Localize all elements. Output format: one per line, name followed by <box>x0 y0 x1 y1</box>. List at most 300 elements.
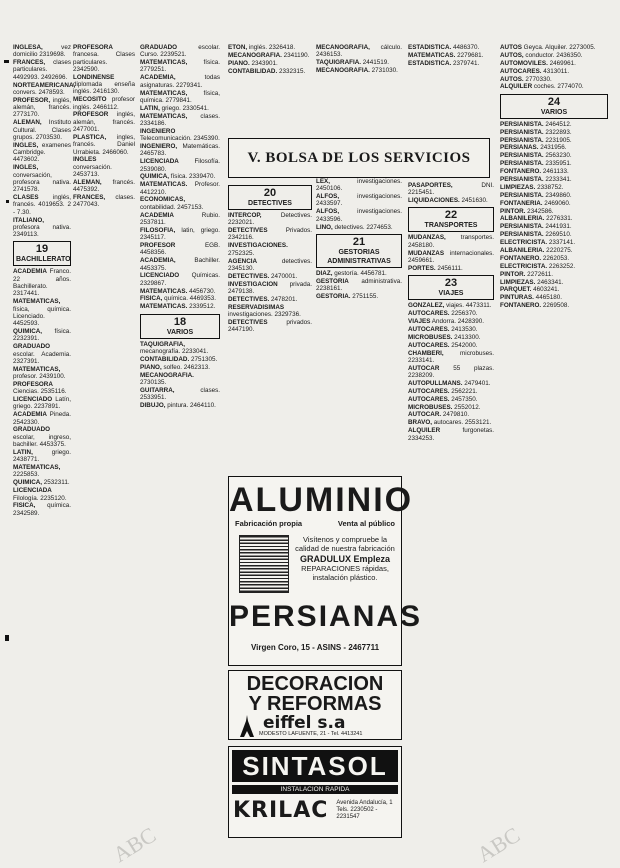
classified-entry: PERSIANISTA. 2335951. <box>500 160 572 168</box>
classified-entry: AUTOS, conductor. 2436350. <box>500 51 583 59</box>
entry-keyword: ECONOMICAS, <box>140 196 186 204</box>
classified-list <box>140 44 220 311</box>
classified-entry: LINO, detectives. 2274653. <box>316 223 393 231</box>
classified-entry: MATEMATICAS. 2339512. <box>140 303 216 311</box>
banner-title: V. BOLSA DE LOS SERVICIOS <box>247 149 471 166</box>
classified-list <box>228 212 312 334</box>
classified-entry: ITALIANO, profesora nativa. 2349113. <box>13 216 71 239</box>
classified-entry: FISICA, química. 4469353. <box>140 295 216 303</box>
entry-keyword: AUTOPULLMANS. <box>408 379 463 387</box>
classified-entry: AUTOCARES. 2413530. <box>408 325 478 333</box>
ad-address: Virgen Coro, 15 - ASINS - 2467711 <box>250 643 380 652</box>
section-header-varios-24 <box>500 94 608 119</box>
entry-keyword: FISICA, <box>140 295 163 303</box>
classified-entry: MATEMATICAS. 2279681. <box>408 51 484 59</box>
classified-entry: DIAZ, gestoría. 4456781. <box>316 269 387 277</box>
classified-list <box>73 44 135 209</box>
classified-entry: PIANO, solfeo. 2462313. <box>140 363 211 371</box>
entry-keyword: INVESTIGACIONES. <box>228 242 288 250</box>
entry-keyword: ITALIANO, <box>13 216 45 224</box>
classified-entry: PERSIANISTA. 2233341. <box>500 175 572 183</box>
classified-entry: LICENCIADO Latín, griego. 2237891. <box>13 396 71 411</box>
entry-keyword: DETECTIVES <box>228 227 268 235</box>
ad-brand: GRADULUX Empleza <box>299 554 390 564</box>
entry-keyword: BRAVO, <box>408 419 433 427</box>
classified-entry: FONTANERO. 2262053. <box>500 254 570 262</box>
classified-entry: ALQUILER furgonetas. 2334253. <box>408 427 494 442</box>
entry-keyword: MECANOGRAFIA. <box>228 51 282 59</box>
entry-keyword: ALFOS, <box>316 208 340 216</box>
entry-keyword: LEX, <box>316 178 330 185</box>
entry-keyword: PLASTICA, <box>73 133 107 141</box>
entry-keyword: MUDANZAS <box>408 249 445 257</box>
entry-keyword: MATEMATICAS, <box>13 365 61 373</box>
classified-entry: AUTOS Geyca. Alquiler. 2273005. <box>500 44 596 51</box>
classified-entry: AUTOMOVILES. 2469961. <box>500 59 576 67</box>
aluminio-persianas-ad <box>228 476 423 666</box>
section-number: 20 <box>263 187 277 199</box>
classified-entry: LATIN, griego. 2330541. <box>140 104 209 112</box>
classified-entry: LATIN, griego. 2438771. <box>13 448 71 464</box>
entry-keyword: ALFOS, <box>316 193 340 201</box>
entry-keyword: LICENCIADO <box>13 396 53 404</box>
abc-watermark: ABC <box>472 821 525 868</box>
entry-keyword: DETECTIVES <box>228 318 268 326</box>
classified-list <box>316 178 402 231</box>
classified-entry: DETECTIVES privados. 2447190. <box>228 318 312 334</box>
entry-keyword: ACADEMIA, <box>140 257 176 265</box>
classified-list <box>140 341 220 410</box>
entry-keyword: LINO, <box>316 223 333 231</box>
krilac-logo: KRILAC <box>233 798 329 823</box>
entry-keyword: MATEMATICAS, <box>140 59 188 67</box>
classified-entry: LEX, investigaciones. 2450106. <box>316 178 402 193</box>
classified-entry: MECANOGRAFIA, cálculo. 2436153. <box>316 44 402 59</box>
classified-entry: MECANOGRAFIA. 2731030. <box>316 67 398 75</box>
ad-fabricacion: Fabricación propia <box>235 519 303 528</box>
entry-keyword: PERSIANISTA. <box>500 175 544 183</box>
entry-keyword: PROFESORA <box>73 44 113 51</box>
classified-entry: INGLES conversación. 2453713. <box>73 156 112 179</box>
entry-keyword: PERSIANISTA. <box>500 223 544 231</box>
classified-entry: PERSIANISTA. 2563230. <box>500 152 572 160</box>
classified-entry: PERSIANISTA. 2349860. <box>500 191 572 199</box>
entry-keyword: ELECTRICISTA. <box>500 239 548 247</box>
entry-keyword: AUTOCAR <box>408 364 440 372</box>
entry-keyword: PERSIANISTA. <box>500 231 544 239</box>
entry-keyword: LICENCIADA <box>13 487 52 495</box>
entry-keyword: MECOSITO <box>73 96 107 104</box>
entry-keyword: LONDINENSE <box>73 73 115 81</box>
entry-keyword: MATEMATICAS, <box>13 298 61 306</box>
classified-entry: AUTOCARES. 4313011. <box>500 67 570 75</box>
entry-keyword: PASAPORTES, <box>408 182 453 189</box>
entry-keyword: FONTANERO. <box>500 302 542 310</box>
classified-entry: AUTOCARES. 2542000. <box>408 341 478 349</box>
ad-subline <box>229 519 401 528</box>
entry-keyword: INGLESA, <box>13 44 43 51</box>
classified-entry: ACADEMIA Pineda. 2542330. <box>13 411 71 426</box>
classified-entry: ALQUILER coches. 2774070. <box>500 83 584 91</box>
entry-keyword: PROFESOR <box>140 242 176 250</box>
classified-entry: ETON, inglés. 2326418. <box>228 44 296 51</box>
entry-keyword: INGLES, <box>13 141 39 149</box>
entry-keyword: GRADUADO <box>13 343 51 351</box>
classified-entry: PROFESOR, inglés, alemán, francés. 2773170. <box>13 96 71 119</box>
entry-keyword: GRADUADO <box>140 44 178 51</box>
classified-entry: QUIMICA, 2532311. <box>13 479 70 487</box>
classified-entry: FONTANERIA. 2469060. <box>500 199 571 207</box>
section-header-varios <box>140 314 220 339</box>
classified-entry: ACADEMIA Franco. 22 años. Bachillerato. 2317441. <box>13 268 71 298</box>
classified-list <box>316 44 402 74</box>
classified-entry: PIANO. 2343901. <box>228 59 278 67</box>
section-header-transportes <box>408 207 494 232</box>
entry-keyword: ALEMAN, <box>73 178 102 186</box>
classified-entry: INGLES, examenes Cambridge. 4473602. <box>13 141 71 164</box>
entry-keyword: PERSIANISTA. <box>500 128 544 136</box>
classified-entry: INGLES, conversación, profesora nativa. 2741578. <box>13 164 71 194</box>
entry-keyword: GONZALEZ, <box>408 302 445 310</box>
entry-keyword: LATIN, <box>13 448 33 456</box>
section-number: 24 <box>547 95 561 108</box>
classified-entry: FRANCES, clases. 2477043. <box>73 194 135 209</box>
entry-keyword: PARQUET. <box>500 286 532 294</box>
classified-entry: CONTABILIDAD. 2332315. <box>228 67 306 75</box>
classified-list <box>500 44 608 91</box>
entry-keyword: ALBANILERIA. <box>500 215 545 223</box>
classified-entry: MATEMATICAS, física. 2779251. <box>140 59 220 74</box>
classified-entry: MUDANZAS, transportes. 2458180. <box>408 234 494 249</box>
entry-keyword: ACADEMIA <box>13 268 47 276</box>
entry-keyword: INTERCOP, <box>228 212 262 219</box>
section-header-viajes <box>408 275 494 300</box>
classified-entry: PROFESORA Ciencias. 2535116. <box>13 380 67 396</box>
entry-keyword: ALBANILERIA. <box>500 247 545 254</box>
classified-entry: INGLESA, vez domicilio 2319698. <box>13 44 71 59</box>
ad-venta: Venta al público <box>337 519 395 528</box>
classified-entry: ALFOS, investigaciones. 2433596. <box>316 208 402 223</box>
classified-entry: PLASTICA, ingles, francés. Daniel Urrabieta. 2466060. <box>73 133 135 156</box>
column-5-lower <box>408 182 494 862</box>
entry-keyword: ESTADISTICA. <box>408 44 452 51</box>
entry-keyword: TAQUIGRAFIA. <box>316 59 362 67</box>
classified-entry: VIAJES Andorra. 2428390. <box>408 317 484 325</box>
entry-keyword: CLASES <box>13 194 39 202</box>
section-header-detectives <box>228 185 312 210</box>
entry-keyword: TAQUIGRAFIA, <box>140 340 186 348</box>
entry-keyword: QUIMICA, <box>13 479 43 487</box>
section-number: 18 <box>173 315 187 328</box>
entry-keyword: AUTOCARES. <box>408 341 450 349</box>
column-3-mid <box>228 182 312 472</box>
entry-keyword: PORTES. <box>408 264 436 272</box>
classified-entry: ACADEMIA, todas asignaturas. 2279341. <box>140 74 220 89</box>
section-label: TRANSPORTES <box>424 222 478 230</box>
entry-keyword: INGLES <box>73 156 97 164</box>
entry-keyword: PROFESOR, <box>13 96 51 104</box>
entry-keyword: PERSIANISTA. <box>500 136 544 144</box>
classified-entry: QUIMICA, física. 2232391. <box>13 328 71 343</box>
classified-entry: PASAPORTES, DNI. 2215451. <box>408 182 494 197</box>
classified-entry: MATEMATICAS, física, química. 2779841. <box>140 89 220 104</box>
entry-keyword: LIMPIEZAS. <box>500 183 536 191</box>
classified-entry: PINTOR. 2342586. <box>500 207 554 215</box>
classified-entry: DETECTIVES. 2470001. <box>228 272 298 280</box>
entry-keyword: VIAJES <box>408 317 431 325</box>
classified-entry: MATEMATICAS, física, química. Licenciado. 4452593. <box>13 298 71 328</box>
classified-entry: FONTANERO. 2269508. <box>500 302 570 310</box>
classified-entry: QUIMICA, física. 2339470. <box>140 173 216 181</box>
classified-entry: AUTOCARES. 2457350. <box>408 395 478 403</box>
entry-keyword: PINTOR. <box>500 207 526 215</box>
entry-keyword: LICENCIADO <box>140 272 180 280</box>
entry-keyword: LICENCIADA <box>140 158 179 166</box>
classified-list <box>408 302 494 442</box>
entry-keyword: MICROBUSES. <box>408 403 453 411</box>
entry-keyword: DIAZ, <box>316 269 333 277</box>
classified-entry: GESTORIA. 2751155. <box>316 292 379 300</box>
sintasol-ad <box>228 746 402 838</box>
classified-entry: DETECTIVES. 2478201. <box>228 295 298 303</box>
entry-keyword: AUTOCARES. <box>500 67 542 75</box>
classified-entry: DETECTIVES Privados. 2342116. <box>228 227 312 242</box>
classified-entry: AGENCIA detectives. 2345130. <box>228 257 312 272</box>
column-3-top <box>228 44 312 134</box>
classified-list <box>408 44 490 67</box>
section-label: VARIOS <box>540 108 568 116</box>
classified-entry: LONDINENSE diplomada enseña inglés. 2416130. <box>73 73 135 96</box>
entry-keyword: ETON, <box>228 44 248 51</box>
ad-promo: Visítenos y compruebe la calidad de nuestra fabricación <box>295 535 395 553</box>
entry-keyword: PROFESOR <box>73 111 109 119</box>
classified-entry: INGENIERO Telecomunicación. 2345390. <box>140 127 220 143</box>
classified-entry: INVESTIGACION privada. 2479138. <box>228 280 312 295</box>
entry-keyword: AUTOMOVILES. <box>500 59 548 67</box>
entry-keyword: MATEMATICAS. <box>140 181 188 189</box>
entry-keyword: MECANOGRAFIA, <box>316 44 370 51</box>
margin-mark <box>5 635 9 641</box>
entry-keyword: FILOSOFIA, <box>140 226 176 234</box>
entry-keyword: PERSIANISTA. <box>500 152 544 160</box>
margin-mark <box>4 60 9 63</box>
classified-entry: AUTOCAR. 2479810. <box>408 411 470 419</box>
classified-entry: PINTURAS. 4465180. <box>500 294 562 302</box>
classified-entry: ELECTRICISTA. 2263252. <box>500 262 576 270</box>
classified-entry: PROFESORA francesa. Clases particulares. 2342590. <box>73 44 135 73</box>
shutter-illustration <box>239 535 289 593</box>
section-label: VIAJES <box>438 290 464 298</box>
entry-keyword: ACADEMIA <box>13 411 47 419</box>
entry-keyword: NORTEAMERICANA, <box>13 81 76 89</box>
eiffel-ad <box>228 670 402 740</box>
column-2 <box>140 44 220 864</box>
entry-keyword: CONTABILIDAD. <box>140 355 190 363</box>
classified-entry: PERSIANISTA. 2322893. <box>500 128 572 136</box>
column-1 <box>13 44 76 864</box>
entry-keyword: GESTORIA <box>316 277 349 285</box>
entry-keyword: FRANCES, <box>73 194 106 202</box>
section-header-bachillerato <box>13 241 71 266</box>
section-label: DETECTIVES <box>248 200 292 207</box>
entry-keyword: ACADEMIA, <box>140 74 176 82</box>
entry-keyword: PIANO. <box>228 59 250 67</box>
section-number: 19 <box>35 243 49 256</box>
section-header-gestorias <box>316 234 402 268</box>
entry-keyword: FISICA, <box>13 502 36 510</box>
classified-entry: MICROBUSES. 2413300. <box>408 333 481 341</box>
entry-keyword: AUTOCAR. <box>408 411 442 419</box>
classified-entry: MATEMATICAS, 2225853. <box>13 464 61 479</box>
entry-keyword: PINTOR. <box>500 270 526 278</box>
entry-keyword: FONTANERIA. <box>500 199 543 207</box>
ad-krilac-row <box>229 794 401 827</box>
entry-keyword: MICROBUSES. <box>408 333 453 341</box>
entry-keyword: INVESTIGACION <box>228 280 278 288</box>
entry-keyword: MUDANZAS, <box>408 234 446 242</box>
entry-keyword: QUIMICA, <box>13 328 43 336</box>
entry-keyword: AUTOS <box>500 44 522 51</box>
entry-keyword: INGENIERO <box>140 127 176 135</box>
entry-keyword: PERSIANAS. <box>500 144 539 152</box>
classified-entry: AUTOPULLMANS. 2479401. <box>408 379 491 387</box>
classified-entry: PARQUET. 4603241. <box>500 286 560 294</box>
classified-entry: ELECTRICISTA. 2337141. <box>500 239 576 247</box>
entry-keyword: MATEMATICAS. <box>140 287 188 295</box>
ad-promo-block <box>293 535 397 582</box>
entry-keyword: AUTOCARES. <box>408 325 450 333</box>
classified-entry: INTERCOP, Detectives. 2232021. <box>228 212 312 227</box>
classified-entry: PERSIANISTA. 2464512. <box>500 120 572 128</box>
entry-keyword: ALEMAN, <box>13 119 42 127</box>
classified-entry: ESTADISTICA. 4486370. <box>408 44 480 51</box>
classified-entry: AUTOCARES. 2256370. <box>408 310 478 318</box>
entry-keyword: RESERVADISIMAS <box>228 303 285 311</box>
classified-entry: DIBUJO, pintura. 2464110. <box>140 402 216 410</box>
classified-entry: ALEMAN, Instituto Cultural. Clases grupos. 2703530. <box>13 119 71 141</box>
eiffel-tower-icon <box>239 715 255 742</box>
ad-krilac-phones: Avenida Andalucía, 1 Tels. 2230502 - 2231547 <box>336 800 393 820</box>
entry-keyword: AUTOCARES. <box>408 387 450 395</box>
classified-entry: ALFOS, investigaciones. 2433597. <box>316 193 402 208</box>
classified-entry: MECANOGRAFIA. 2730135. <box>140 371 194 386</box>
entry-keyword: INGLES, <box>13 164 39 172</box>
classified-entry: PERSIANAS. 2431956. <box>500 144 567 152</box>
classified-entry: TAQUIGRAFIA, mecanografía. 2233041. <box>140 340 209 355</box>
classified-entry: MICROBUSES. 2552012. <box>408 403 481 411</box>
classified-entry: NORTEAMERICANA, convers. 2478593. <box>13 81 76 96</box>
classified-entry: MECANOGRAFIA. 2341190. <box>228 51 310 59</box>
classified-list <box>408 182 494 204</box>
classified-entry: ALEMAN, francés. 4475392. <box>73 178 135 194</box>
classified-entry: MATEMATICAS, clases. 2334186. <box>140 112 220 127</box>
entry-keyword: ALQUILER <box>500 83 533 91</box>
entry-keyword: PROFESORA <box>13 380 53 388</box>
classified-entry: RESERVADISIMAS investigaciones. 2329736. <box>228 303 301 319</box>
classified-entry: ALBANILERIA. 2276331. <box>500 215 573 223</box>
entry-keyword: MATEMATICAS. <box>408 51 456 59</box>
classified-entry: AUTOCAR 55 plazas. 2238209. <box>408 364 494 379</box>
section-label: VARIOS <box>166 328 194 336</box>
section-label: GESTORIAS ADMINISTRATIVAS <box>327 248 391 265</box>
classified-entry: AUTOS. 2770330. <box>500 75 552 83</box>
entry-keyword: ESTADISTICA. <box>408 59 452 67</box>
entry-keyword: MATEMATICAS, <box>140 112 188 120</box>
classified-entry: CHAMBERI, microbuses. 2233141. <box>408 349 494 364</box>
classified-entry: PORTES. 2456111. <box>408 264 463 272</box>
classified-list <box>13 44 76 239</box>
entry-keyword: MATEMATICAS, <box>140 89 188 97</box>
classified-entry: TAQUIGRAFIA. 2441519. <box>316 59 390 67</box>
classified-entry: LIQUIDACIONES. 2451630. <box>408 197 488 205</box>
entry-keyword: PERSIANISTA. <box>500 120 544 128</box>
section-number: 22 <box>444 209 458 222</box>
classified-entry: FONTANERO. 2461133. <box>500 168 569 176</box>
entry-keyword: PIANO, <box>140 363 162 371</box>
entry-keyword: GESTORIA. <box>316 292 351 300</box>
classified-entry: CONTABILIDAD. 2751305. <box>140 355 218 363</box>
classified-entry: FILOSOFIA, latin, griego. 2345117. <box>140 226 220 242</box>
entry-keyword: AUTOS, <box>500 51 524 59</box>
classified-entry: LIMPIEZAS. 2463341. <box>500 278 564 286</box>
classified-entry: PROFESOR EGB. 4458356. <box>140 242 220 257</box>
entry-keyword: AUTOS. <box>500 75 524 83</box>
ad-title-persianas: PERSIANAS <box>229 600 423 633</box>
classified-entry: MUDANZAS internacionales. 2459661. <box>408 249 494 264</box>
entry-keyword: LIMPIEZAS. <box>500 278 536 286</box>
ad-sintasol-title: SINTASOL <box>232 750 398 782</box>
classified-entry: ALBANILERIA. 2220275. <box>500 247 573 254</box>
entry-keyword: LATIN, <box>140 104 160 112</box>
margin-mark <box>6 200 9 203</box>
classified-entry: GRADUADO escolar, ingreso, bachiller. 4453375. <box>13 426 71 449</box>
entry-keyword: INGENIERO, <box>140 143 178 151</box>
entry-keyword: DIBUJO, <box>140 402 166 410</box>
column-6 <box>500 44 608 864</box>
classified-list <box>316 270 402 300</box>
classified-entry: GESTORIA administrativa. 2238161. <box>316 277 402 293</box>
classified-entry: ESTADISTICA. 2379741. <box>408 59 480 67</box>
column-1-wide <box>73 44 135 864</box>
column-4-top <box>316 44 402 134</box>
classified-list <box>228 44 312 75</box>
entry-keyword: AGENCIA <box>228 257 258 265</box>
entry-keyword: FRANCES, <box>13 59 46 67</box>
classified-entry: LICENCIADA Filología. 2235120. <box>13 487 67 502</box>
classified-entry: PINTOR. 2272611. <box>500 270 553 278</box>
classified-entry: ECONOMICAS, contabilidad. 2457153. <box>140 196 204 211</box>
ad-sintasol-sub: INSTALACION RAPIDA <box>232 785 398 794</box>
abc-watermark: ABC <box>108 821 161 868</box>
ad-reformas: Y REFORMAS <box>248 693 382 715</box>
eiffel-logo: eiffel s.a <box>263 713 346 733</box>
entry-keyword: MECANOGRAFIA. <box>316 67 370 75</box>
section-label: BACHILLERATO <box>16 256 71 264</box>
entry-keyword: AUTOCARES. <box>408 310 450 318</box>
classified-entry: AUTOCARES. 2562221. <box>408 387 478 395</box>
bolsa-servicios-banner <box>228 138 490 178</box>
entry-keyword: MATEMATICAS. <box>140 303 188 311</box>
classified-entry: GUITARRA, clases. 2533951. <box>140 386 220 402</box>
classified-entry: PERSIANISTA. 2231905. <box>500 136 572 144</box>
entry-keyword: PERSIANISTA. <box>500 191 544 199</box>
ad-eiffel-address: MODESTO LAFUENTE, 21 - Tel. 4413241 <box>259 731 363 737</box>
ad-title-aluminio: ALUMINIO <box>229 481 414 519</box>
classified-entry: FISICA, química. 2342589. <box>13 502 71 517</box>
entry-keyword: ELECTRICISTA. <box>500 262 548 270</box>
entry-keyword: CONTABILIDAD. <box>228 67 278 75</box>
column-5 <box>408 44 490 134</box>
